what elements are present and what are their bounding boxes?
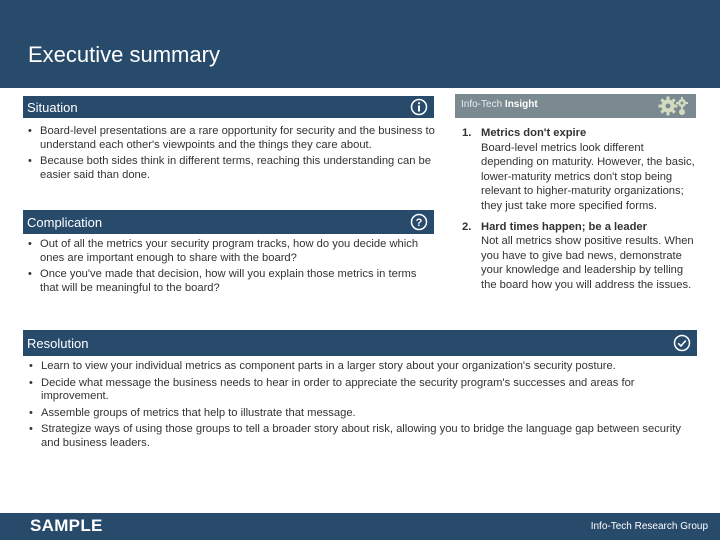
situation-bullets — [26, 125, 436, 185]
list-item: • Once you've made that decision, how will you explain those metrics in terms that will be meaningful to the board? — [26, 268, 436, 295]
svg-text:?: ? — [415, 217, 423, 229]
insight-label — [461, 99, 538, 110]
insight-label-prefix: Info-Tech — [461, 99, 505, 110]
brand-label: Info-Tech Research Group — [590, 521, 708, 532]
footer-bar — [0, 513, 720, 540]
resolution-title: Resolution — [27, 336, 89, 351]
header-bar — [0, 0, 720, 88]
insight-header — [455, 94, 696, 118]
insight-number: 1. — [462, 127, 472, 139]
list-item: • Because both sides think in different terms, reaching this understanding can be easier said than done. — [26, 155, 436, 182]
list-item: • Decide what message the business needs to hear in order to appreciate the security program's successes and areas for improvement. — [27, 377, 695, 404]
list-item: • Out of all the metrics your security program tracks, how do you decide which ones are important enough to share with the board? — [26, 238, 436, 265]
insight-item — [460, 126, 696, 214]
insight-body: Not all metrics show positive results. When you have to give bad news, demonstrate your knowledge and leadership by telling the board how you will address the issues. — [481, 235, 694, 291]
resolution-bullets — [27, 360, 695, 454]
list-item: • Assemble groups of metrics that help to illustrate that message. — [27, 407, 695, 421]
insight-title: Metrics don't expire — [481, 127, 587, 139]
complication-bullets — [26, 238, 436, 298]
page-title: Executive summary — [28, 42, 220, 67]
list-item: • Board-level presentations are a rare opportunity for security and the business to understand each other's viewpoints and the things they care about. — [26, 125, 436, 152]
resolution-header — [23, 330, 697, 356]
insight-title: Hard times happen; be a leader — [481, 220, 647, 233]
question-icon — [410, 213, 428, 231]
insight-list — [460, 126, 696, 299]
situation-header — [23, 96, 434, 118]
complication-title: Complication — [27, 215, 103, 230]
insight-label-strong: Insight — [504, 99, 538, 110]
check-circle-icon — [673, 334, 691, 352]
list-item: • Strategize ways of using those groups to tell a broader story about risk, allowing you to bridge the language gap between security and business leaders. — [27, 423, 695, 450]
info-icon — [410, 98, 428, 116]
insight-body: Board-level metrics look different depending on maturity. However, the basic, lower-maturity metrics don't stop being relevant to higher-maturity organizations; they just take more specified forms. — [481, 141, 695, 212]
sample-label: SAMPLE — [30, 516, 103, 535]
gears-icon — [656, 95, 690, 117]
insight-item — [460, 220, 696, 293]
situation-title: Situation — [27, 100, 78, 115]
complication-header — [23, 210, 434, 234]
insight-number: 2. — [462, 220, 472, 233]
list-item: • Learn to view your individual metrics as component parts in a larger story about your organization's security posture. — [27, 360, 695, 374]
